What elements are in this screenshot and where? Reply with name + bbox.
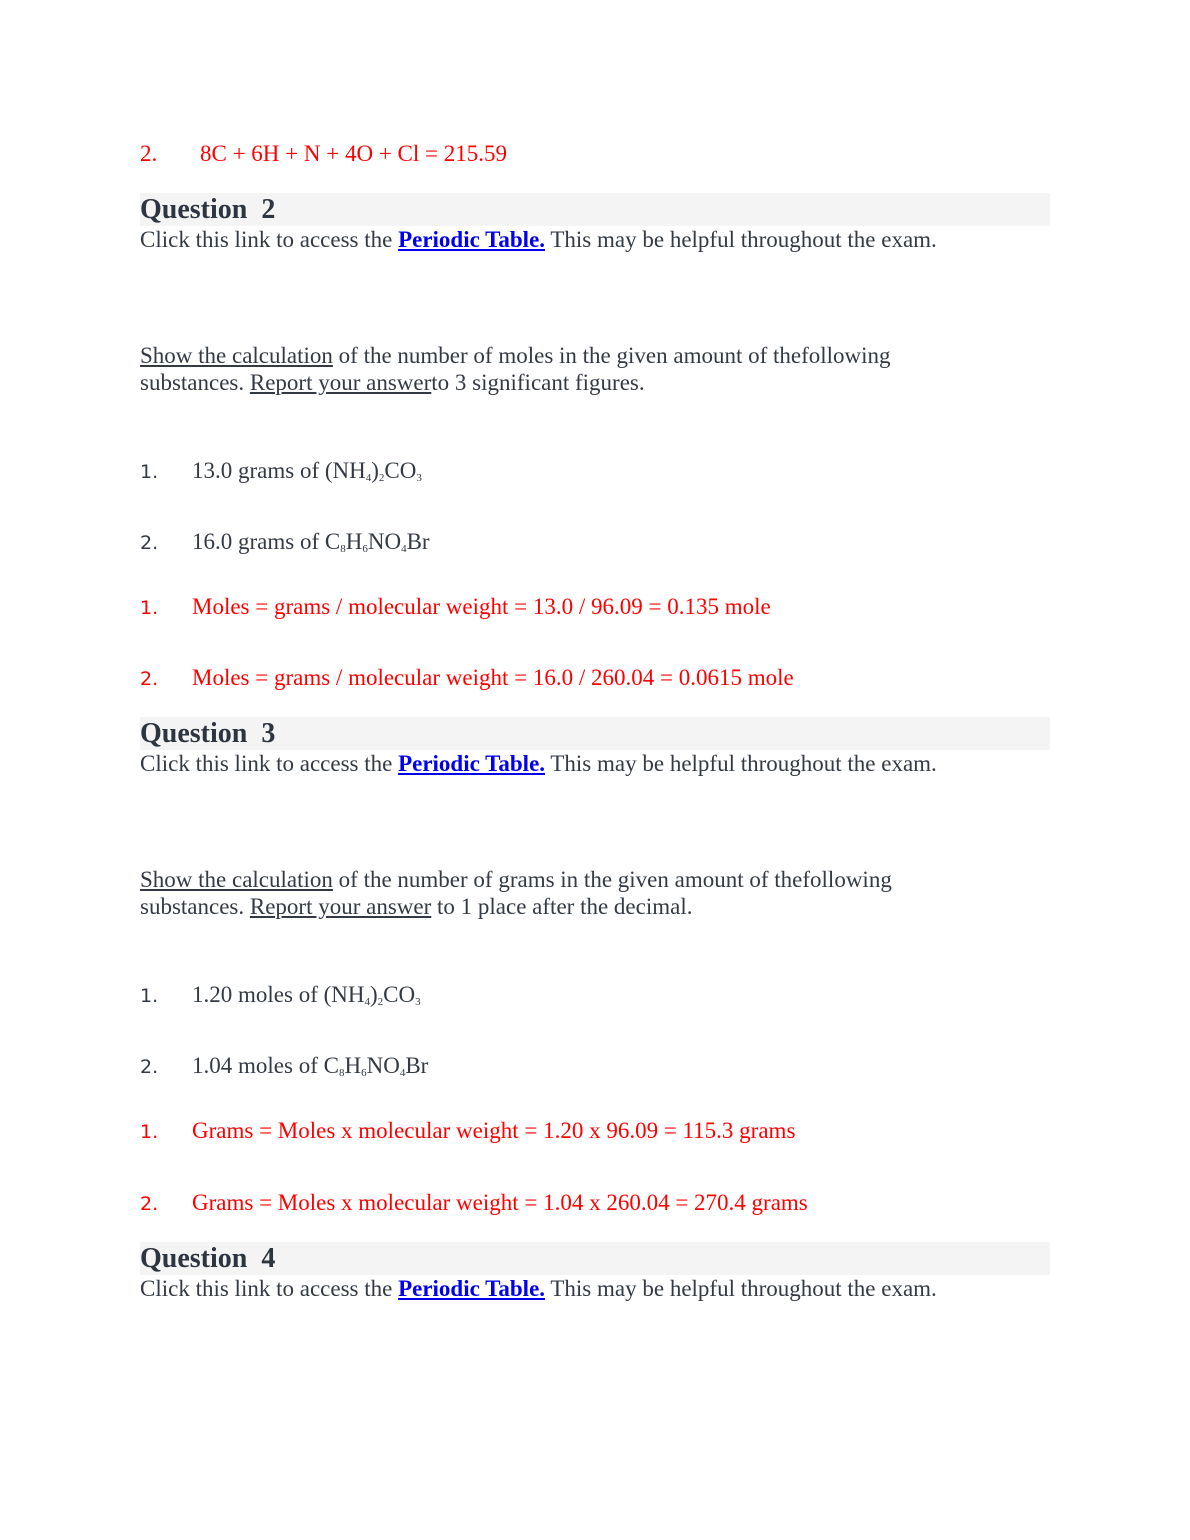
intro-text-end: This may be helpful throughout the exam. xyxy=(545,1276,937,1301)
question-2-item-1 xyxy=(140,457,422,486)
item-number: 1. xyxy=(140,985,159,1007)
question-2-intro xyxy=(140,226,1000,253)
question-number: 2 xyxy=(261,194,276,225)
question-label: Question xyxy=(140,718,248,749)
instruction-underlined: Show the calculation xyxy=(140,867,333,892)
subscript: 8 xyxy=(338,1067,345,1079)
subscript: 2 xyxy=(378,472,385,484)
answer-text: Grams = Moles x molecular weight = 1.04 x 260.04 = 270.4 grams xyxy=(192,1190,808,1215)
subscript: 6 xyxy=(362,543,368,555)
item-text: 16.0 grams of C xyxy=(192,529,341,554)
question-2-heading xyxy=(140,193,1050,226)
question-number: 4 xyxy=(261,1243,276,1274)
item-text: NO xyxy=(366,1053,400,1078)
question-3-instructions xyxy=(140,866,1000,920)
subscript: 6 xyxy=(361,1067,367,1079)
intro-text: Click this link to access the xyxy=(140,1276,399,1301)
previous-answer-number: 2. xyxy=(140,141,158,166)
question-label: Question xyxy=(140,194,248,225)
question-4-heading xyxy=(140,1242,1050,1275)
question-4-intro xyxy=(140,1275,1000,1302)
answer-number: 1. xyxy=(140,597,159,619)
instruction-underlined-2: Report your answer xyxy=(249,370,432,395)
item-text: 1.20 moles of (NH xyxy=(192,982,365,1007)
question-number: 3 xyxy=(261,718,276,749)
question-3-item-1 xyxy=(140,981,421,1010)
item-text: Br xyxy=(406,529,430,554)
answer-number: 2. xyxy=(140,668,159,690)
question-2-item-2 xyxy=(140,528,430,557)
item-text: ) xyxy=(369,982,378,1007)
question-3-answer-1 xyxy=(140,1117,795,1146)
instruction-text: of the number of grams in the given amount of thefollowing substances. xyxy=(140,867,892,919)
question-3-answer-2 xyxy=(140,1189,808,1218)
periodic-table-link[interactable]: Periodic Table. xyxy=(398,1276,546,1301)
item-number: 1. xyxy=(140,461,159,483)
question-3-item-2 xyxy=(140,1052,428,1081)
instruction-text-end: to 1 place after the decimal. xyxy=(431,894,693,919)
instruction-underlined-2: Report your answer xyxy=(249,894,432,919)
question-3-heading xyxy=(140,717,1050,750)
previous-answer-text: 8C + 6H + N + 4O + Cl = 215.59 xyxy=(200,141,508,166)
subscript: 8 xyxy=(340,543,346,555)
subscript: 4 xyxy=(399,1067,406,1079)
answer-text: Moles = grams / molecular weight = 13.0 / 96.09 = 0.135 mole xyxy=(192,594,771,619)
item-number: 2. xyxy=(140,532,159,554)
subscript: 4 xyxy=(365,472,372,484)
answer-number: 1. xyxy=(140,1121,159,1143)
item-number: 2. xyxy=(140,1056,159,1078)
periodic-table-link[interactable]: Periodic Table. xyxy=(398,751,546,776)
instruction-text: of the number of moles in the given amount of thefollowing substances. xyxy=(140,343,891,395)
item-text: 13.0 grams of (NH xyxy=(192,458,366,483)
subscript: 4 xyxy=(401,543,407,555)
question-label: Question xyxy=(140,1243,248,1274)
item-text: H xyxy=(344,1053,362,1078)
answer-text: Grams = Moles x molecular weight = 1.20 x 96.09 = 115.3 grams xyxy=(192,1118,796,1143)
item-text: CO xyxy=(384,458,417,483)
item-text: 1.04 moles of C xyxy=(192,1053,339,1078)
instruction-text-end: to 3 significant figures. xyxy=(431,370,645,395)
answer-number: 2. xyxy=(140,1193,159,1215)
item-text: ) xyxy=(371,458,379,483)
item-text: CO xyxy=(383,982,416,1007)
answer-text: Moles = grams / molecular weight = 16.0 / 260.04 = 0.0615 mole xyxy=(192,665,794,690)
question-3-intro xyxy=(140,750,1000,777)
intro-text-end: This may be helpful throughout the exam. xyxy=(545,751,937,776)
intro-text: Click this link to access the xyxy=(140,227,399,252)
previous-answer-line xyxy=(140,140,507,167)
question-2-instructions xyxy=(140,342,1000,396)
item-text: NO xyxy=(367,529,402,554)
question-2-answer-1 xyxy=(140,593,771,622)
question-2-answer-2 xyxy=(140,664,794,693)
item-text: Br xyxy=(405,1053,429,1078)
subscript: 3 xyxy=(416,472,422,484)
item-text: H xyxy=(345,529,363,554)
intro-text: Click this link to access the xyxy=(140,751,399,776)
instruction-underlined: Show the calculation xyxy=(140,343,333,368)
subscript: 4 xyxy=(364,996,370,1008)
subscript: 3 xyxy=(415,996,421,1008)
subscript: 2 xyxy=(377,996,384,1008)
periodic-table-link[interactable]: Periodic Table. xyxy=(398,227,546,252)
intro-text-end: This may be helpful throughout the exam. xyxy=(545,227,937,252)
